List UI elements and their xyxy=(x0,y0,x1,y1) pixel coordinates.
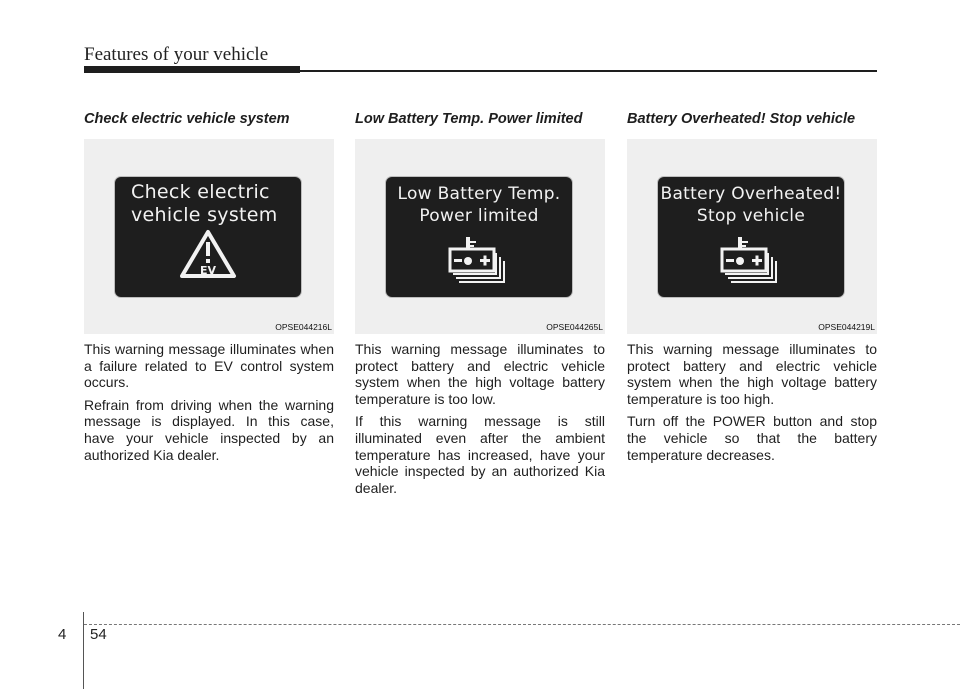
paragraph: This warning message illuminates to protect battery and electric vehicle system when the high voltage battery temperature is too high. xyxy=(627,341,877,407)
display-message xyxy=(658,183,844,227)
display-line: vehicle system xyxy=(131,204,278,226)
cluster-display xyxy=(658,177,844,297)
header-rule-thin xyxy=(300,70,877,72)
cluster-display xyxy=(386,177,572,297)
section-body xyxy=(355,341,605,496)
figure-code: OPSE044219L xyxy=(818,322,875,332)
paragraph: Refrain from driving when the warning message is displayed. In this case, have your vehicle inspected by an authorized Kia dealer. xyxy=(84,396,334,463)
section-body xyxy=(84,341,334,463)
paragraph: If this warning message is still illuminated even after the ambient temperature has increased, have your vehicle inspected by an authorized Kia dealer. xyxy=(355,413,605,496)
figure-code: OPSE044265L xyxy=(546,322,603,332)
section-heading: Battery Overheated! Stop vehicle xyxy=(627,111,856,127)
display-message xyxy=(386,183,572,227)
chapter-number: 4 xyxy=(58,626,67,643)
section-check-ev-system xyxy=(84,110,334,469)
section-body xyxy=(627,341,877,463)
battery-temperature-icon xyxy=(716,233,786,294)
cluster-display xyxy=(115,177,301,297)
header-rule-thick xyxy=(84,66,300,73)
display-line: Battery Overheated! xyxy=(660,184,842,204)
display-line: Stop vehicle xyxy=(696,206,806,226)
section-heading: Low Battery Temp. Power limited xyxy=(355,111,583,127)
footer-divider-horizontal xyxy=(84,624,960,625)
ev-label: EV xyxy=(199,264,217,277)
ev-warning-triangle-icon xyxy=(179,229,237,284)
section-heading: Check electric vehicle system xyxy=(84,111,290,127)
page-number: 54 xyxy=(90,626,107,643)
battery-temperature-icon xyxy=(444,233,514,294)
figure-code: OPSE044216L xyxy=(275,322,332,332)
cluster-figure xyxy=(627,139,877,334)
section-low-battery-temp xyxy=(355,110,605,502)
paragraph: This warning message illuminates to protect battery and electric vehicle system when the high voltage battery temperature is too low. xyxy=(355,341,605,407)
display-message xyxy=(131,181,301,227)
display-line: Power limited xyxy=(419,206,539,226)
cluster-figure xyxy=(84,139,334,334)
display-line: Check electric xyxy=(131,181,270,203)
display-line: Low Battery Temp. xyxy=(397,184,561,204)
section-battery-overheated xyxy=(627,110,877,469)
paragraph: Turn off the POWER button and stop the vehicle so that the battery temperature decreases. xyxy=(627,413,877,463)
paragraph: This warning message illuminates when a failure related to EV control system occurs. xyxy=(84,341,334,391)
cluster-figure xyxy=(355,139,605,334)
header-title: Features of your vehicle xyxy=(84,44,269,65)
